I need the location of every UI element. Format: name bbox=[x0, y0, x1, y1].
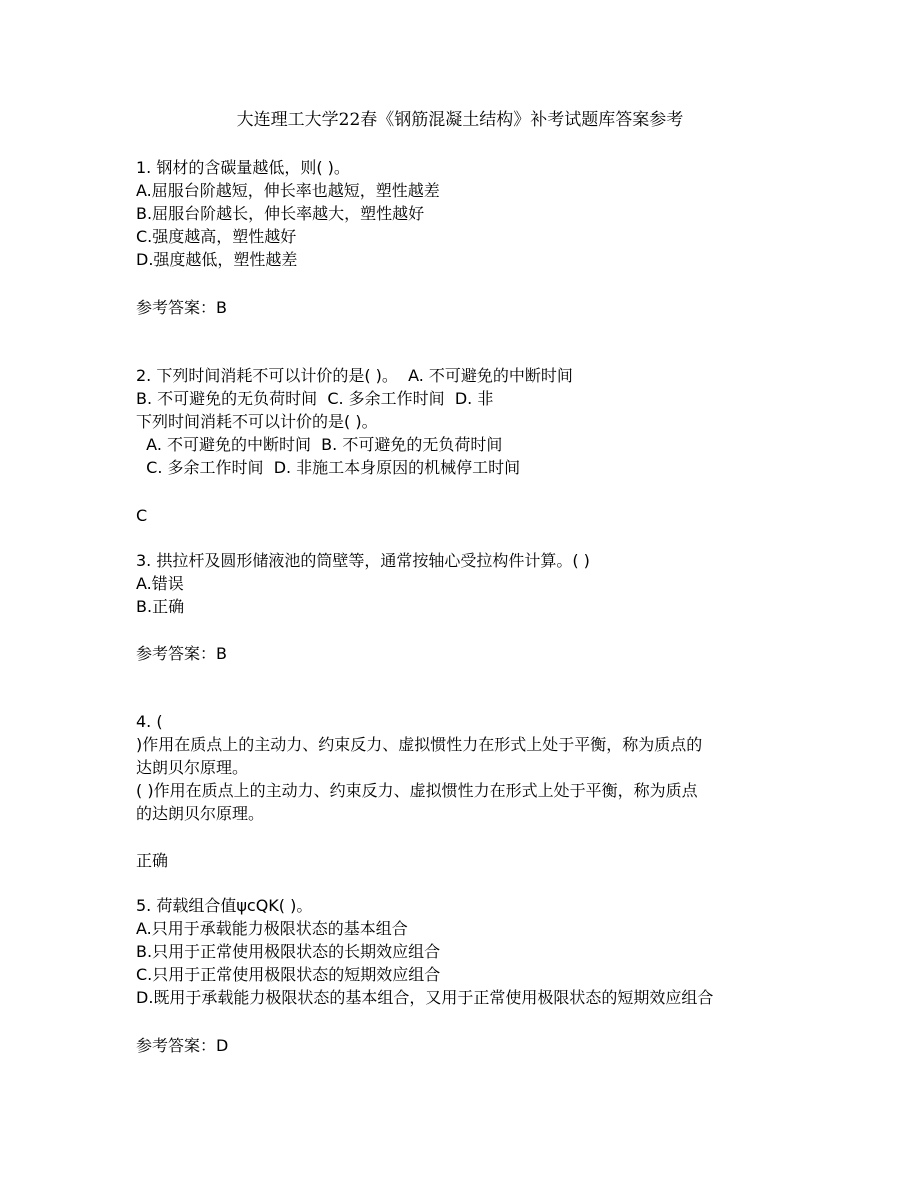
q2-line-3: 下列时间消耗不可以计价的是( )。 bbox=[136, 412, 378, 431]
q3-question: 3. 拱拉杆及圆形储液池的筒壁等，通常按轴心受拉构件计算。( ) bbox=[136, 551, 590, 570]
q4-line-1: 4. ( bbox=[136, 712, 163, 731]
q5-option-d: D.既用于承载能力极限状态的基本组合，又用于正常使用极限状态的短期效应组合 bbox=[136, 988, 714, 1007]
q4-line-3: 达朗贝尔原理。 bbox=[136, 758, 249, 777]
q3-answer: 参考答案：B bbox=[136, 644, 227, 663]
q1-question: 1. 钢材的含碳量越低，则( )。 bbox=[136, 158, 350, 177]
q1-option-c: C.强度越高，塑性越好 bbox=[136, 227, 297, 246]
q1-answer: 参考答案：B bbox=[136, 298, 227, 317]
q5-answer: 参考答案：D bbox=[136, 1036, 229, 1055]
q5-question: 5. 荷载组合值ψcQK( )。 bbox=[136, 896, 313, 915]
q1-option-b: B.屈服台阶越长，伸长率越大，塑性越好 bbox=[136, 204, 425, 223]
q2-answer: C bbox=[136, 506, 148, 525]
q3-option-a: A.错误 bbox=[136, 574, 184, 593]
q5-option-a: A.只用于承载能力极限状态的基本组合 bbox=[136, 919, 408, 938]
q5-option-c: C.只用于正常使用极限状态的短期效应组合 bbox=[136, 965, 441, 984]
q4-line-2: )作用在质点上的主动力、约束反力、虚拟惯性力在形式上处于平衡，称为质点的 bbox=[136, 735, 703, 754]
q2-line-5: C. 多余工作时间 D. 非施工本身原因的机械停工时间 bbox=[136, 458, 521, 477]
q1-option-d: D.强度越低，塑性越差 bbox=[136, 250, 298, 269]
q2-line-4: A. 不可避免的中断时间 B. 不可避免的无负荷时间 bbox=[136, 435, 503, 454]
q4-line-4: ( )作用在质点上的主动力、约束反力、虚拟惯性力在形式上处于平衡，称为质点 bbox=[136, 781, 698, 800]
q1-option-a: A.屈服台阶越短，伸长率也越短，塑性越差 bbox=[136, 181, 440, 200]
document-title: 大连理工大学22春《钢筋混凝土结构》补考试题库答案参考 bbox=[236, 110, 684, 130]
q3-option-b: B.正确 bbox=[136, 597, 185, 616]
q2-line-1: 2. 下列时间消耗不可以计价的是( )。 A. 不可避免的中断时间 bbox=[136, 366, 573, 385]
q4-line-5: 的达朗贝尔原理。 bbox=[136, 804, 265, 823]
q4-answer: 正确 bbox=[136, 851, 169, 870]
q5-option-b: B.只用于正常使用极限状态的长期效应组合 bbox=[136, 942, 441, 961]
q2-line-2: B. 不可避免的无负荷时间 C. 多余工作时间 D. 非 bbox=[136, 389, 494, 408]
